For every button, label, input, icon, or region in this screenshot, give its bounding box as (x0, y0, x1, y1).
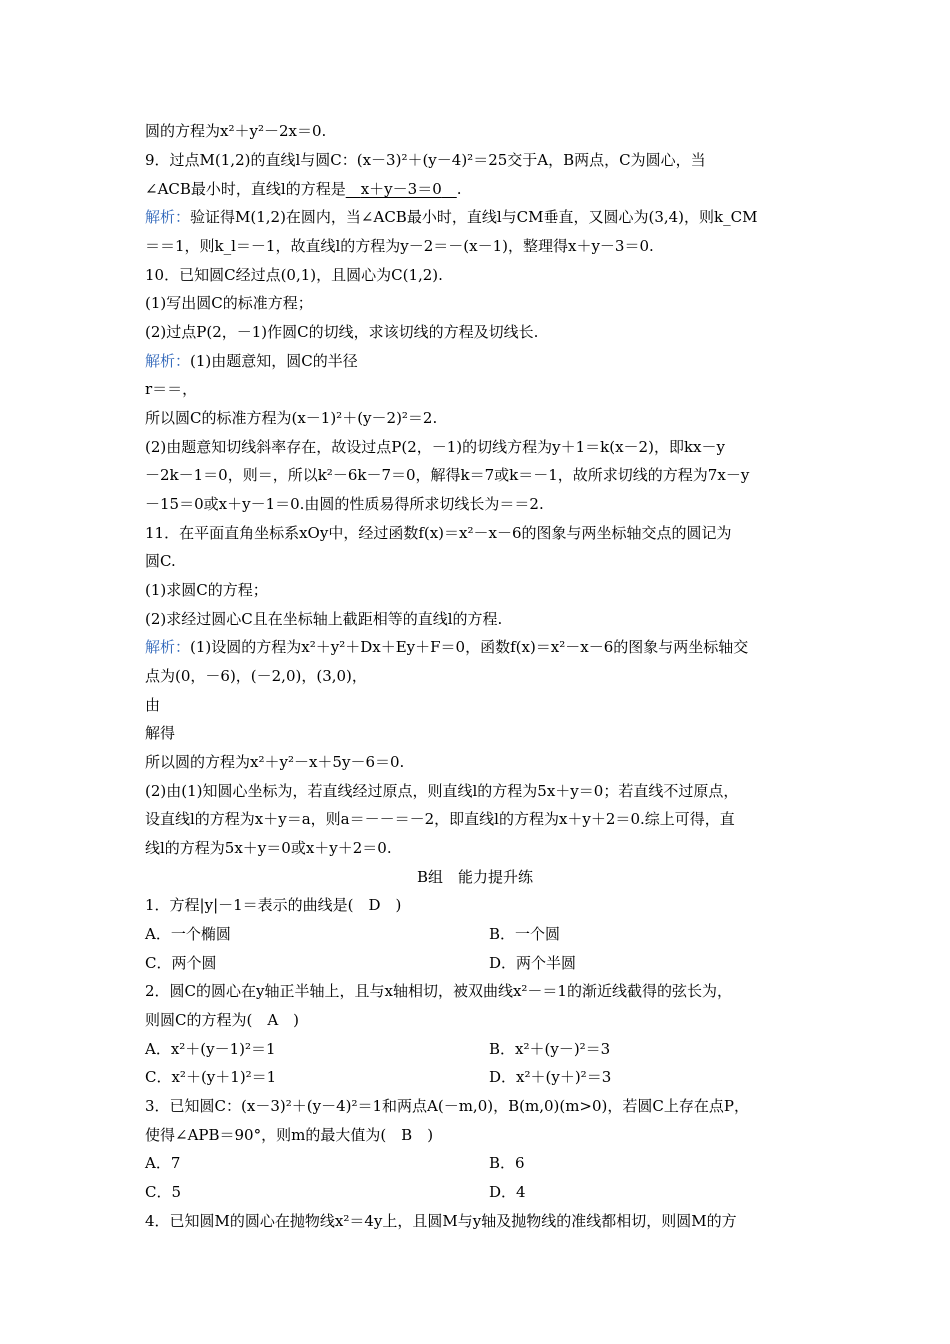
analysis-label: 解析： (145, 638, 191, 656)
text-line: (2)求经过圆心C且在坐标轴上截距相等的直线l的方程. (145, 610, 503, 628)
text-line: (2)由(1)知圆心坐标为，若直线经过原点，则直线l的方程为5x＋y＝0；若直线不过原点， (145, 782, 739, 800)
text-line: 圆的方程为x²＋y²－2x＝0. (145, 122, 327, 140)
text-line: (2)过点P(2，－1)作圆C的切线，求该切线的方程及切线长. (145, 323, 539, 341)
text-line: 设直线l的方程为x＋y＝a，则a＝－－＝－2，即直线l的方程为x＋y＋2＝0.综上可得，直 (145, 810, 735, 828)
text-line: 由 (145, 696, 161, 714)
option-a: A．x²＋(y－1)²＝1 (145, 1040, 276, 1058)
text-line: 解析：(1)设圆的方程为x²＋y²＋Dx＋Ey＋F＝0，函数f(x)＝x²－x－6的图象与两坐标轴交 (145, 638, 749, 656)
text-line: 11．在平面直角坐标系xOy中，经过函数f(x)＝x²－x－6的图象与两坐标轴交点的圆记为 (145, 524, 732, 542)
option-d: D．两个半圆 (489, 954, 577, 972)
text-line: 所以圆的方程为x²＋y²－x＋5y－6＝0. (145, 753, 405, 771)
option-c: C．两个圆 (145, 954, 217, 972)
analysis-label: 解析： (145, 208, 191, 226)
text-line: －15＝0或x＋y－1＝0.由圆的性质易得所求切线长为＝＝2. (145, 495, 544, 513)
text-line: 3．已知圆C：(x－3)²＋(y－4)²＝1和两点A(－m,0)，B(m,0)(m>0)，若圆C上存在点P， (145, 1097, 749, 1115)
text-line: ＝＝1，则k_l＝－1，故直线l的方程为y－2＝－(x－1)，整理得x＋y－3＝0. (145, 237, 654, 255)
text-line: 9．过点M(1,2)的直线l与圆C：(x－3)²＋(y－4)²＝25交于A，B两点，C为圆心，当 (145, 151, 706, 169)
text-line: 解析：验证得M(1,2)在圆内，当∠ACB最小时，直线l与CM垂直，又圆心为(3,4)，则k_CM (145, 208, 758, 226)
option-b: B．x²＋(y－)²＝3 (489, 1040, 611, 1058)
section-heading: B组 能力提升练 (416, 868, 534, 886)
text-line: 解析：(1)由题意知，圆C的半径 (145, 352, 358, 370)
text-line: 2．圆C的圆心在y轴正半轴上，且与x轴相切，被双曲线x²－＝1的渐近线截得的弦长为， (145, 982, 732, 1000)
option-a: A．一个椭圆 (145, 925, 231, 943)
text-line: 点为(0，－6)，(－2,0)，(3,0)， (145, 667, 367, 685)
question-text: ∠ACB最小时，直线l的方程是 (145, 180, 346, 198)
text-line: －2k－1＝0，则＝，所以k²－6k－7＝0，解得k＝7或k＝－1，故所求切线的方程为7x－y (145, 466, 750, 484)
option-c: C．5 (145, 1183, 182, 1201)
option-c: C．x²＋(y＋1)²＝1 (145, 1068, 277, 1086)
option-a: A．7 (145, 1154, 181, 1172)
text-line: 所以圆C的标准方程为(x－1)²＋(y－2)²＝2. (145, 409, 438, 427)
text-line: (1)写出圆C的标准方程； (145, 294, 313, 312)
analysis-label: 解析： (145, 352, 191, 370)
text-line: 圆C. (145, 552, 176, 570)
text-line: 解得 (145, 724, 176, 742)
text-line: 使得∠APB＝90°，则m的最大值为( B ) (145, 1126, 434, 1144)
answer-blank: x＋y－3＝0 (360, 180, 442, 198)
text-line: 则圆C的方程为( A ) (145, 1011, 300, 1029)
option-d: D．x²＋(y＋)²＝3 (489, 1068, 612, 1086)
text-line: 10．已知圆C经过点(0,1)，且圆心为C(1,2). (145, 266, 443, 284)
text-line: (1)求圆C的方程； (145, 581, 268, 599)
text-line: r＝＝， (145, 380, 198, 398)
option-b: B．6 (489, 1154, 525, 1172)
text-line: 4．已知圆M的圆心在抛物线x²＝4y上，且圆M与y轴及抛物线的准线都相切，则圆M的方 (145, 1212, 737, 1230)
option-b: B．一个圆 (489, 925, 561, 943)
option-d: D．4 (489, 1183, 526, 1201)
text-line: (2)由题意知切线斜率存在，故设过点P(2，－1)的切线方程为y＋1＝k(x－2)，即kx－y (145, 438, 725, 456)
text-line: 1．方程|y|－1＝表示的曲线是( D ) (145, 896, 402, 914)
text-line: ∠ACB最小时，直线l的方程是 x＋y－3＝0 . (145, 180, 462, 198)
text-line: 线l的方程为5x＋y＝0或x＋y＋2＝0. (145, 839, 392, 857)
